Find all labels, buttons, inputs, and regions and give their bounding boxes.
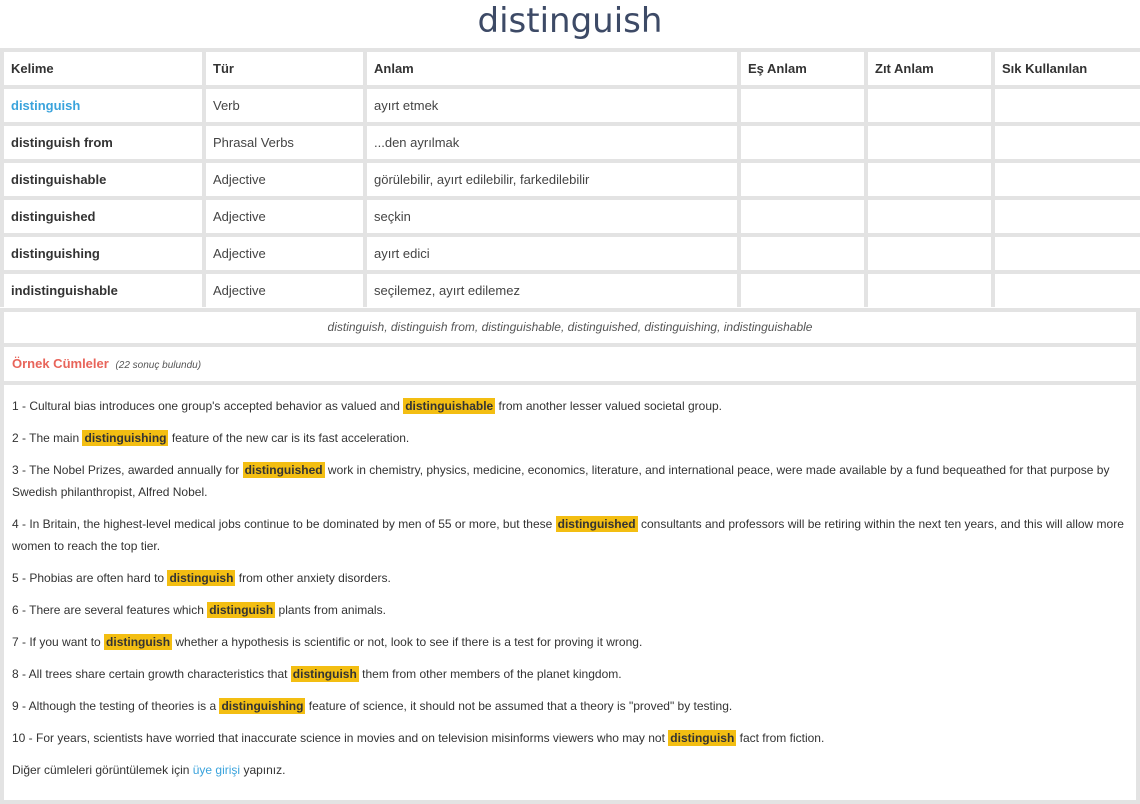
sentence-text: consultants and professors will be retiring within the next ten years, and this will allow more women to reach the top tier. [12, 517, 1124, 553]
login-note-text: Diğer cümleleri görüntülemek için [12, 763, 193, 777]
table-header-row [4, 52, 1140, 85]
sentence-text: feature of the new car is its fast acceleration. [168, 431, 410, 445]
sentence-text: 6 - There are several features which [12, 603, 208, 617]
word-type: Verb [206, 89, 363, 122]
word-type: Phrasal Verbs [206, 126, 363, 159]
word-link[interactable]: distinguishing [4, 237, 202, 270]
sentence-text: 8 - All trees share certain growth characteristics that [12, 667, 291, 681]
word-meaning: ...den ayrılmak [367, 126, 737, 159]
highlighted-word: distinguishing [84, 431, 167, 445]
highlighted-word: distinguish [670, 731, 735, 745]
table-row [4, 237, 1140, 270]
word-antonym [868, 274, 991, 307]
table-row [4, 89, 1140, 122]
highlighted-word: distinguishing [221, 699, 304, 713]
header-word: Kelime [4, 52, 202, 85]
sentence-text: fact from fiction. [736, 731, 825, 745]
word-link[interactable]: indistinguishable [4, 274, 202, 307]
example-sentence [12, 427, 1128, 449]
table-row [4, 274, 1140, 307]
word-link[interactable]: distinguishable [4, 163, 202, 196]
related-words: distinguish, distinguish from, distinguishable, distinguished, distinguishing, indistinguishable [4, 312, 1136, 343]
word-antonym [868, 237, 991, 270]
word-link[interactable]: distinguish from [4, 126, 202, 159]
word-synonym [741, 126, 864, 159]
sentence-text: whether a hypothesis is scientific or not, look to see if there is a test for proving it wrong. [172, 635, 643, 649]
word-synonym [741, 274, 864, 307]
example-sentence [12, 599, 1128, 621]
page-title: distinguish [477, 1, 663, 41]
word-frequent [995, 163, 1140, 196]
word-antonym [868, 163, 991, 196]
word-meaning: seçilemez, ayırt edilemez [367, 274, 737, 307]
word-type: Adjective [206, 163, 363, 196]
examples-list [4, 385, 1136, 800]
word-frequent [995, 274, 1140, 307]
word-type: Adjective [206, 274, 363, 307]
examples-count: (22 sonuç bulundu) [115, 360, 202, 371]
word-table-container [0, 48, 1140, 307]
sentence-text: 10 - For years, scientists have worried that inaccurate science in movies and on television misinforms viewers who may not [12, 731, 669, 745]
sentence-text: plants from animals. [275, 603, 386, 617]
sentence-text: 3 - The Nobel Prizes, awarded annually for [12, 463, 243, 477]
table-row [4, 126, 1140, 159]
sentence-text: 7 - If you want to [12, 635, 105, 649]
sentence-text: 5 - Phobias are often hard to [12, 571, 168, 585]
examples-title: Örnek Cümleler [12, 356, 109, 371]
word-table [0, 48, 1140, 311]
sentence-text: 9 - Although the testing of theories is a [12, 699, 220, 713]
word-synonym [741, 200, 864, 233]
example-sentence [12, 663, 1128, 685]
sentence-text: 4 - In Britain, the highest-level medical jobs continue to be dominated by men of 55 or more, but these [12, 517, 556, 531]
word-link[interactable]: distinguished [4, 200, 202, 233]
example-sentence [12, 513, 1128, 557]
header-synonym: Eş Anlam [741, 52, 864, 85]
login-link[interactable]: üye girişi [192, 763, 241, 777]
word-synonym [741, 89, 864, 122]
sentence-text: from other anxiety disorders. [235, 571, 391, 585]
word-antonym [868, 89, 991, 122]
word-meaning: seçkin [367, 200, 737, 233]
word-link[interactable]: distinguish [4, 89, 202, 122]
word-type: Adjective [206, 200, 363, 233]
sentence-text: them from other members of the planet kingdom. [358, 667, 622, 681]
word-meaning: görülebilir, ayırt edilebilir, farkedilebilir [367, 163, 737, 196]
header-frequent: Sık Kullanılan [995, 52, 1140, 85]
sentence-text: from another lesser valued societal group. [495, 399, 723, 413]
highlighted-word: distinguish [209, 603, 274, 617]
word-frequent [995, 200, 1140, 233]
sentence-text: 2 - The main [12, 431, 83, 445]
example-sentence [12, 727, 1128, 749]
word-frequent [995, 126, 1140, 159]
sentence-text: work in chemistry, physics, medicine, economics, literature, and international peace, were made available by a fund bequeathed for that purpose by Swedish philanthropist, Alfred Nobel. [12, 463, 1110, 499]
sentence-text: feature of science, it should not be assumed that a theory is "proved" by testing. [305, 699, 733, 713]
word-meaning: ayırt edici [367, 237, 737, 270]
word-type: Adjective [206, 237, 363, 270]
sentence-text: 1 - Cultural bias introduces one group's accepted behavior as valued and [12, 399, 404, 413]
highlighted-word: distinguished [244, 463, 323, 477]
highlighted-word: distinguished [557, 517, 636, 531]
login-note [12, 763, 1128, 777]
highlighted-word: distinguish [169, 571, 234, 585]
table-row [4, 163, 1140, 196]
word-antonym [868, 126, 991, 159]
header-meaning: Anlam [367, 52, 737, 85]
header-type: Tür [206, 52, 363, 85]
highlighted-word: distinguish [292, 667, 357, 681]
highlighted-word: distinguishable [405, 399, 494, 413]
header-antonym: Zıt Anlam [868, 52, 991, 85]
word-frequent [995, 237, 1140, 270]
example-sentence [12, 459, 1128, 503]
word-meaning: ayırt etmek [367, 89, 737, 122]
example-sentence [12, 695, 1128, 717]
example-sentence [12, 567, 1128, 589]
word-antonym [868, 200, 991, 233]
word-frequent [995, 89, 1140, 122]
highlighted-word: distinguish [106, 635, 171, 649]
example-sentence [12, 631, 1128, 653]
example-sentence [12, 395, 1128, 417]
login-note-text: yapınız. [240, 763, 286, 777]
word-synonym [741, 237, 864, 270]
table-row [4, 200, 1140, 233]
word-synonym [741, 163, 864, 196]
examples-header [4, 347, 1136, 381]
